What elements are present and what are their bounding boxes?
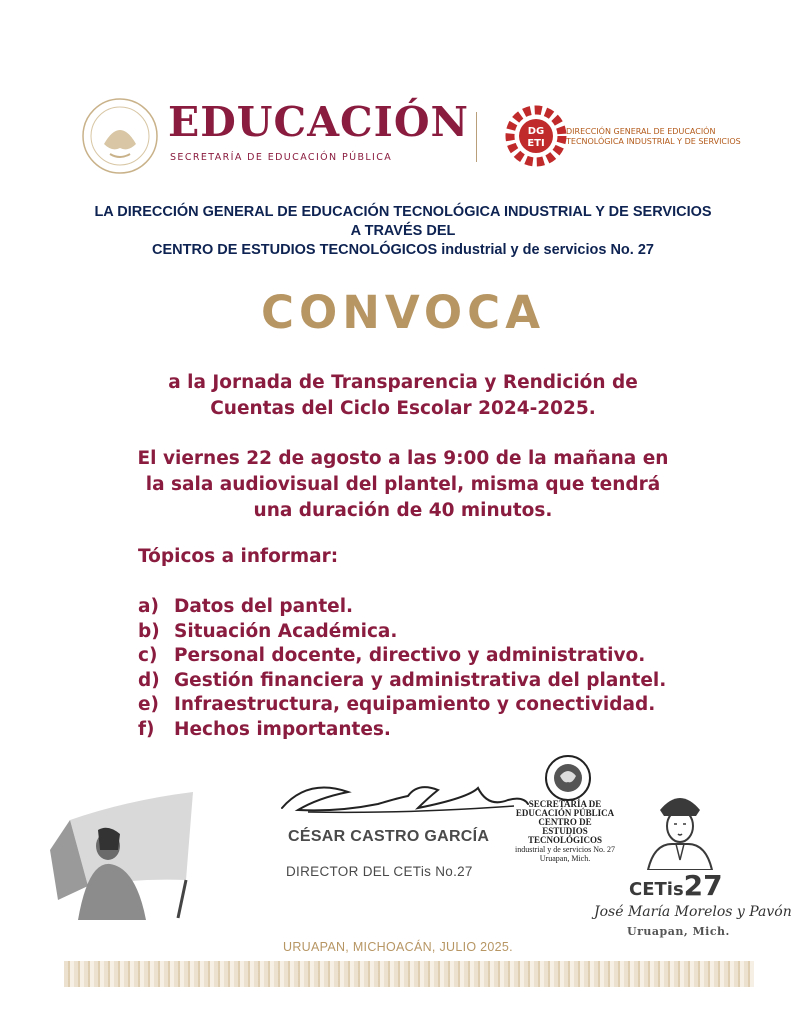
- cetis27-logo-text: [629, 869, 723, 902]
- woman-with-flag-illustration-icon: [48, 790, 198, 920]
- event-description: [0, 370, 806, 422]
- topics-heading: Tópicos a informar:: [138, 546, 339, 567]
- school-patron-name: José María Morelos y Pavón: [594, 904, 792, 920]
- list-item-letter: c): [138, 645, 158, 666]
- dgeti-name: [566, 127, 741, 147]
- cetis-number: 27: [683, 869, 723, 902]
- list-item: [138, 644, 666, 669]
- stamp-line5: industrial y de servicios No. 27: [515, 845, 615, 854]
- cetis-label: CETis: [629, 879, 684, 900]
- svg-text:ETI: ETI: [527, 138, 545, 149]
- dgeti-name-line2: TECNOLÓGICA INDUSTRIAL Y DE SERVICIOS: [566, 137, 741, 146]
- signature-drawing-icon: [278, 768, 538, 828]
- dgeti-gear-logo-icon: [505, 100, 567, 168]
- signatory-role: DIRECTOR DEL CETis No.27: [286, 864, 473, 879]
- list-item: [138, 718, 666, 743]
- list-item-letter: e): [138, 694, 160, 715]
- svg-text:DG: DG: [527, 126, 545, 137]
- footer-location-date: URUAPAN, MICHOACÁN, JULIO 2025.: [283, 940, 513, 954]
- stamp-line4: TECNOLÓGICOS: [527, 835, 603, 845]
- intro-block: [0, 203, 806, 260]
- event-details-line1: El viernes 22 de agosto a las 9:00 de la mañana en: [137, 448, 669, 469]
- morelos-portrait-icon: [640, 786, 720, 870]
- list-item-letter: d): [138, 669, 160, 691]
- school-city: Uruapan, Mich.: [627, 925, 730, 938]
- list-item-text: Personal docente, directivo y administrativo.: [174, 645, 646, 666]
- dgeti-name-line1: DIRECCIÓN GENERAL DE EDUCACIÓN: [566, 127, 716, 136]
- decorative-border-strip: [64, 961, 754, 987]
- list-item-letter: b): [138, 620, 160, 642]
- list-item-text: Gestión financiera y administrativa del plantel.: [174, 669, 667, 691]
- list-item: [138, 693, 666, 718]
- event-description-line1: a la Jornada de Transparencia y Rendición de: [168, 372, 638, 393]
- list-item: [138, 669, 666, 694]
- stamp-text: [515, 800, 615, 863]
- list-item-letter: f): [138, 718, 155, 740]
- header-divider: [476, 112, 477, 162]
- education-title: EDUCACIÓN: [168, 98, 470, 146]
- signatory-name: CÉSAR CASTRO GARCÍA: [288, 828, 490, 845]
- stamp-line6: Uruapan, Mich.: [539, 854, 591, 863]
- intro-line3: CENTRO DE ESTUDIOS TECNOLÓGICOS industrial y de servicios No. 27: [152, 242, 654, 258]
- event-details-line3: una duración de 40 minutos.: [253, 500, 553, 521]
- list-item: [138, 595, 666, 620]
- stamp-line1: SECRETARÍA DE: [528, 799, 602, 809]
- intro-line1: LA DIRECCIÓN GENERAL DE EDUCACIÓN TECNOLÓGICA INDUSTRIAL Y DE SERVICIOS: [94, 204, 712, 220]
- topics-list: [138, 595, 666, 742]
- list-item-letter: a): [138, 596, 159, 617]
- event-details: [0, 446, 806, 524]
- event-description-line2: Cuentas del Ciclo Escolar 2024-2025.: [210, 398, 596, 419]
- event-details-line2: la sala audiovisual del plantel, misma que tendrá: [145, 474, 661, 495]
- list-item-text: Situación Académica.: [174, 620, 398, 642]
- list-item: [138, 620, 666, 645]
- education-subtitle: SECRETARÍA DE EDUCACIÓN PÚBLICA: [170, 152, 393, 163]
- convoca-title: CONVOCA: [260, 286, 546, 339]
- intro-line2: A TRAVÉS DEL: [350, 223, 456, 239]
- list-item-text: Datos del pantel.: [174, 596, 354, 617]
- stamp-line2: EDUCACIÓN PÚBLICA: [515, 808, 615, 818]
- stamp-line3: CENTRO DE ESTUDIOS: [538, 817, 592, 836]
- list-item-text: Hechos importantes.: [174, 718, 391, 740]
- national-seal-icon: [80, 96, 160, 176]
- list-item-text: Infraestructura, equipamiento y conectividad.: [174, 694, 656, 715]
